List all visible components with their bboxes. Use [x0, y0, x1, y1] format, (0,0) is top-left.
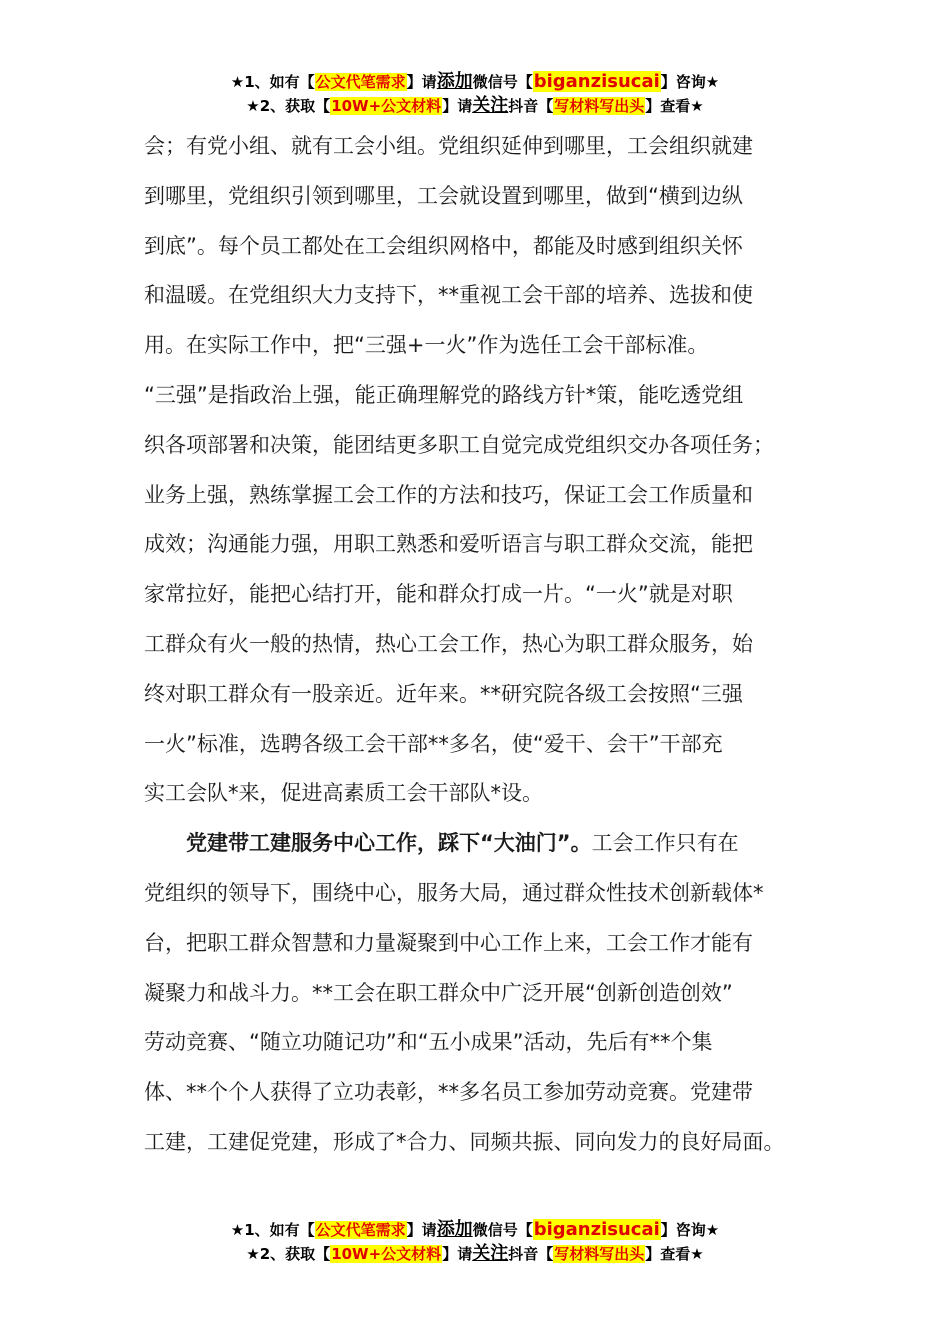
body-line: 体、**个个人获得了立功表彰，**多名员工参加劳动竞赛。党建带 [144, 1080, 753, 1105]
banner-text: ★1、如有【 [230, 73, 315, 91]
body-line: 会；有党小组、就有工会小组。党组织延伸到哪里，工会组织就建 [144, 134, 753, 158]
banner-text: 】请 [442, 1245, 473, 1263]
body-line: 工建，工建促党建，形成了*合力、同频共振、同向发力的良好局面。 [144, 1129, 785, 1154]
body-line: 业务上强，熟练掌握工会工作的方法和技巧，保证工会工作质量和 [144, 482, 753, 507]
banner-text: 】查看★ [645, 97, 704, 115]
body-line: 劳动竞赛、“随立功随记功”和“五小成果”活动，先后有**个集 [144, 1030, 713, 1055]
body-text: 工会工作只有在 [591, 831, 739, 856]
paragraph-2-first-line [144, 819, 834, 869]
banner-text: 】查看★ [645, 1245, 704, 1263]
banner-line-2 [0, 1242, 950, 1266]
body-line: 到底”。每个员工都处在工会组织网格中，都能及时感到组织关怀 [144, 233, 743, 258]
banner-line-2 [0, 94, 950, 118]
banner-text: ★2、获取【 [246, 1245, 331, 1263]
body-line: “三强”是指政治上强，能正确理解党的路线方针*策，能吃透党组 [144, 382, 744, 407]
body-line: 一火”标准，选聘各级工会干部**多名，使“爱干、会干”干部充 [144, 731, 723, 756]
banner-text: 抖音【 [508, 97, 554, 115]
highlight-materials: 10W+公文材料 [331, 97, 442, 115]
banner-text: ★2、获取【 [246, 97, 331, 115]
banner-text: 微信号【 [472, 1221, 533, 1239]
underlined-follow: 关注 [472, 1243, 509, 1264]
highlight-douyin-account: 写材料写出头 [554, 97, 645, 115]
banner-text: 】请 [406, 73, 437, 91]
banner-line-1 [0, 1218, 950, 1242]
body-line: 党组织的领导下，围绕中心，服务大局，通过群众性技术创新载体* [144, 880, 764, 905]
banner-text: ★1、如有【 [230, 1221, 315, 1239]
banner-text: 抖音【 [508, 1245, 554, 1263]
underlined-follow: 关注 [472, 95, 509, 116]
banner-line-1 [0, 70, 950, 94]
body-line: 成效；沟通能力强，用职工熟悉和爱听语言与职工群众交流，能把 [144, 532, 753, 557]
banner-text: 】咨询★ [660, 73, 720, 91]
document-body [144, 122, 834, 1168]
body-line: 织各项部署和决策，能团结更多职工自觉完成党组织交办各项任务； [144, 432, 774, 457]
underlined-add: 添加 [436, 1219, 473, 1240]
highlight-materials: 10W+公文材料 [331, 1245, 442, 1263]
highlight-service: 公文代笔需求 [315, 1221, 406, 1239]
banner-text: 】咨询★ [660, 1221, 720, 1239]
body-line: 凝聚力和战斗力。**工会在职工群众中广泛开展“创新创造创效” [144, 980, 733, 1005]
banner-text: 微信号【 [472, 73, 533, 91]
body-line: 实工会队*来，促进高素质工会干部队*设。 [144, 781, 543, 806]
body-line: 工群众有火一般的热情，热心工会工作，热心为职工群众服务，始 [144, 631, 753, 656]
highlight-wechat-id: biganzisucai [533, 1219, 660, 1240]
paragraph-heading: 党建带工建服务中心工作，踩下“大油门”。 [186, 831, 592, 856]
underlined-add: 添加 [436, 71, 473, 92]
body-line: 用。在实际工作中，把“三强+一火”作为选任工会干部标准。 [144, 333, 709, 358]
body-line: 台，把职工群众智慧和力量凝聚到中心工作上来，工会工作才能有 [144, 930, 753, 955]
highlight-service: 公文代笔需求 [315, 73, 406, 91]
header-banner [0, 70, 950, 118]
body-line: 到哪里，党组织引领到哪里，工会就设置到哪里，做到“横到边纵 [144, 183, 743, 208]
banner-text: 】请 [406, 1221, 437, 1239]
highlight-wechat-id: biganzisucai [533, 71, 660, 92]
body-line: 和温暖。在党组织大力支持下，**重视工会干部的培养、选拔和使 [144, 283, 753, 308]
body-line: 终对职工群众有一股亲近。近年来。**研究院各级工会按照“三强 [144, 681, 743, 706]
banner-text: 】请 [442, 97, 473, 115]
footer-banner [0, 1218, 950, 1266]
body-line: 家常拉好，能把心结打开，能和群众打成一片。“一火”就是对职 [144, 582, 733, 607]
highlight-douyin-account: 写材料写出头 [554, 1245, 645, 1263]
